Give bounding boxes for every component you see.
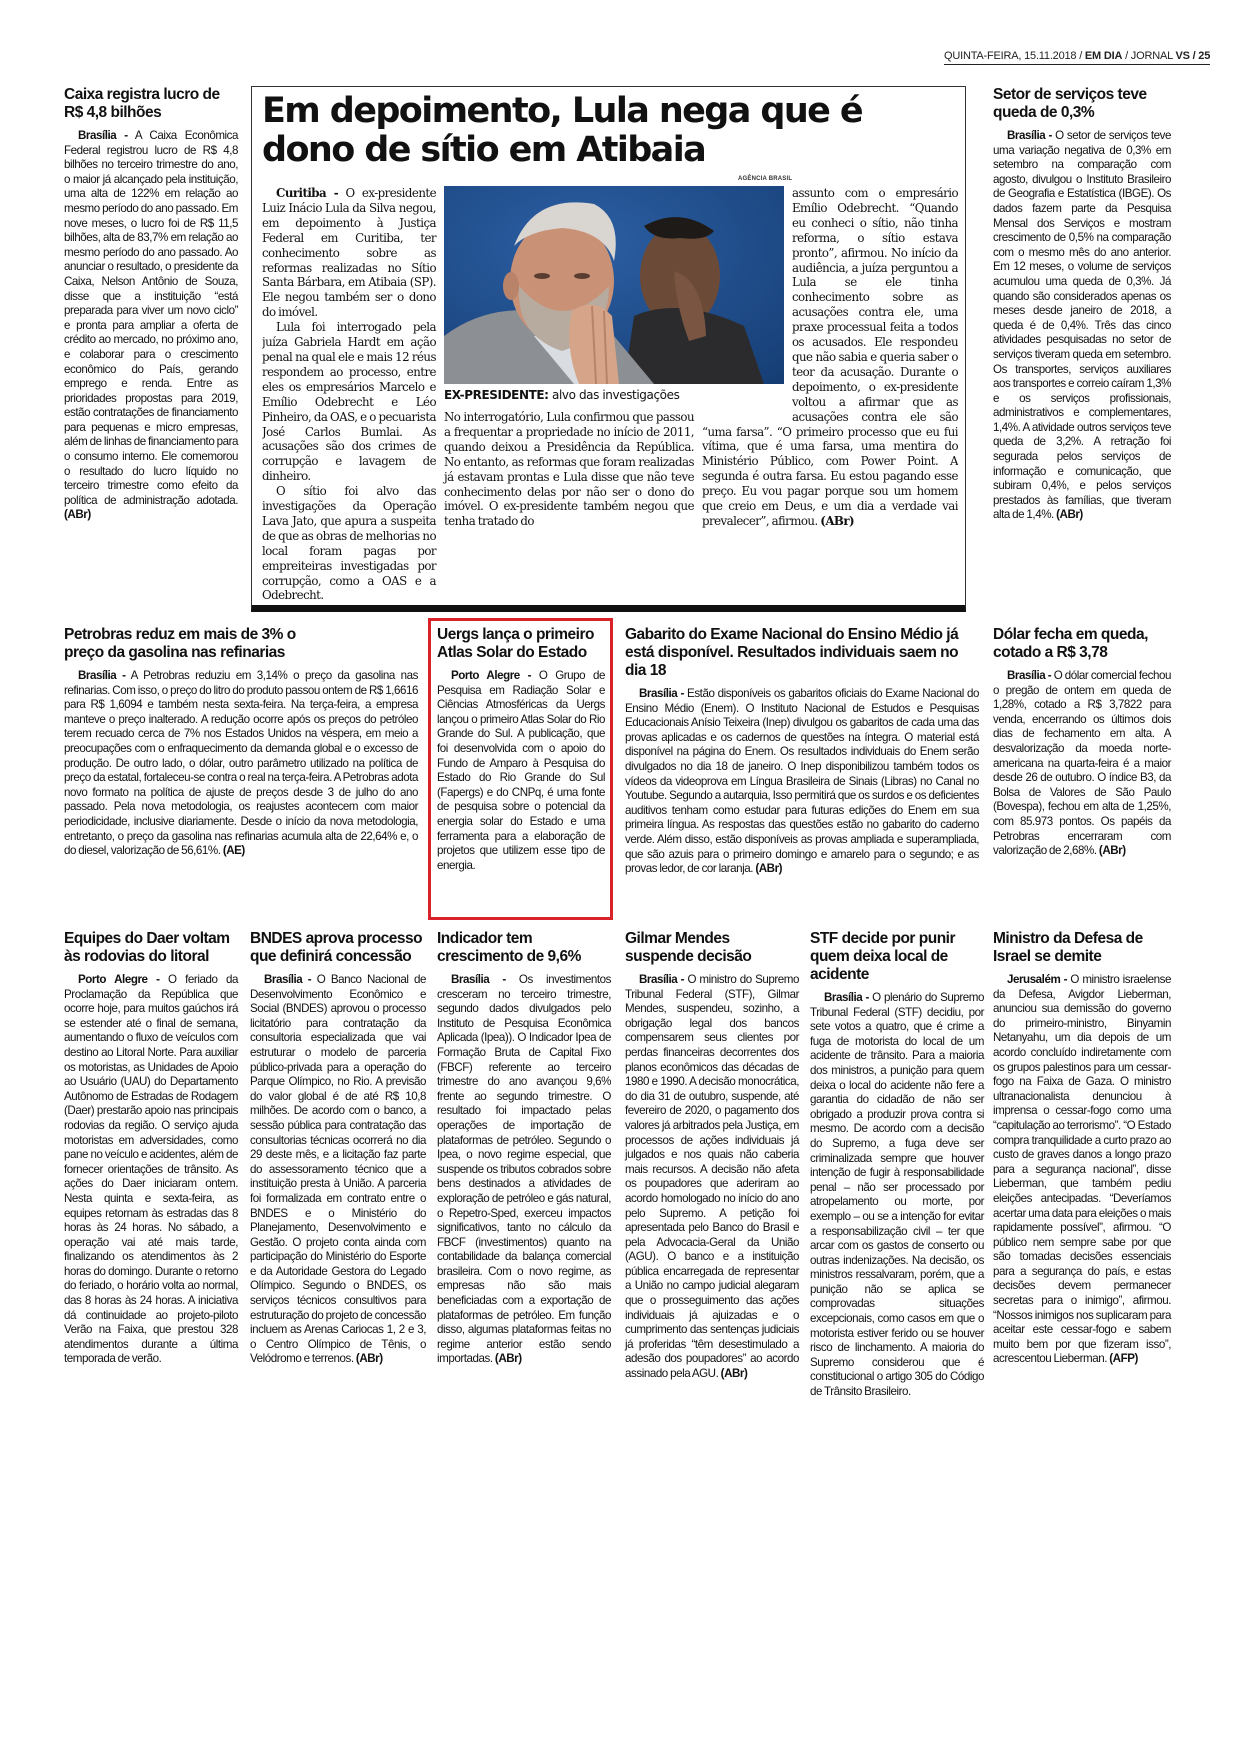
article-dateline: Brasília - (824, 991, 869, 1004)
article-indicador (437, 930, 611, 1367)
article-dateline: Brasília - (78, 669, 126, 682)
article-servicos (993, 86, 1171, 523)
main-story-col3 (702, 186, 958, 529)
article-source: (ABr) (64, 508, 91, 522)
article-source: (ABr) (1098, 844, 1126, 858)
article-body (64, 973, 238, 1367)
article-text: O ministro do Supremo Tribunal Federal (STF), Gilmar Mendes, suspendeu, sozinho, a obrigação legal dos bancos compensarem seus clientes por perdas financeiras decorrentes dos planos econômicos das décadas de 1980 e 1990. A decisão monocrática, do dia 31 de outubro, suspende, até fevereiro de 2020, o pagamento dos valores já arbitrados pela Justiça, em processos de ações individuais já julgados e nos quais não caberia mais recursos. A decisão não afeta os poupadores que aderiram ao acordo homologado no início do ano pelo Supremo. A petição foi apresentada pelo Banco do Brasil e pela Advocacia-Geral da União (AGU). O banco e a instituição pública encarregada de representar a União no campo judicial alegaram que o prosseguimento das ações individuais já ajuizadas e o cumprimento das sentenças judiciais já proferidas “têm desestimulado a adesão dos poupadores” ao acordo assinado pela AGU. (625, 973, 799, 1381)
folio-journal: / JORNAL (1125, 50, 1173, 62)
article-source: (ABr) (355, 1352, 383, 1366)
main-story-source: (ABr) (820, 513, 855, 528)
main-story-text: O sítio foi alvo das investigações da Operação Lava Jato, que apura a suspeita de que as obras de melhorias no local foram pagas por empreiteiras investigadas por corrupção, como a OAS e a Odebrecht. (262, 484, 436, 601)
article-body (437, 973, 611, 1367)
main-story-dateline: Curitiba - (276, 186, 339, 200)
article-dateline: Porto Alegre - (451, 669, 532, 682)
article-israel (993, 930, 1171, 1367)
article-dateline: Brasília - (264, 973, 312, 986)
main-story-text: assunto com o empresário Emílio Odebrecht. “Quando eu conheci o sítio, não tinha reforma, o sítio estava pronto”, afirmou. No início da audiência, a juíza perguntou a Lula se ele tinha conhecimento sobre as acusações contra ele, uma praxe processual feita a todos os acusados. Ele respondeu que não sabia e queria saber o teor da acusação. Durante o depoimento, o ex-presidente voltou a afirmar que as acusações contra ele são “uma farsa”. “O primeiro processo que eu fui vítima, que é uma farsa, uma mentira do Ministério Público, com Power Point. A segunda é outra farsa. Eu estou pagando esse preço. Eu vou pagar porque sou um homem que creio em Deus, e um dia a verdade vai prevalecer”, afirmou. (702, 186, 958, 528)
article-dateline: Brasília - (1007, 669, 1052, 682)
folio-date: QUINTA-FEIRA, 15.11.2018 / (944, 50, 1083, 62)
article-title: Gilmar Mendes suspende decisão (625, 930, 752, 965)
article-body (625, 973, 799, 1382)
article-body (993, 973, 1171, 1367)
article-body (64, 669, 418, 859)
article-text: O Banco Nacional de Desenvolvimento Econômico e Social (BNDES) aprovou o processo licitatório para contratação da consultoria especializada que vai estruturar o modelo de parceria público-privada para a operação do Parque Olímpico, no Rio. A previsão do valor global é de até R$ 10,8 milhões. De acordo com o banco, a sessão pública para contratação das consultorias técnicas ocorrerá no dia 29 deste mês, e a licitação faz parte do assessoramento técnico que a instituição presta à União. A parceria foi formalizada em contrato entre o BNDES e o Ministério do Planejamento, Desenvolvimento e Gestão. O projeto conta ainda com participação do Ministério do Esporte e da Autoridade Gestora do Legado Olímpico. Segundo o BNDES, os serviços técnicos consultivos para estruturação do projeto de concessão incluem as Arenas Cariocas 1, 2 e 3, o Centro Olímpico de Tênis, o Velódromo e terrenos. (250, 973, 426, 1366)
article-title: BNDES aprova processo que definirá concessão (250, 930, 423, 965)
article-source: (ABr) (494, 1352, 522, 1366)
article-bndes (250, 930, 426, 1367)
caption-text: alvo das investigações (548, 388, 680, 402)
main-story-p1 (262, 186, 436, 320)
main-story-p2 (262, 320, 436, 484)
main-story-p5 (702, 186, 958, 529)
article-title: Petrobras reduz em mais de 3% o preço da gasolina nas refinarias (64, 626, 296, 661)
main-story-text: Lula foi interrogado pela juíza Gabriela Hardt em ação penal na qual ele e mais 12 réus respondem ao processo, entre eles os empresários Marcelo e Emílio Odebrecht e Léo Pinheiro, da OAS, e o pecuarista José Carlos Bumlai. As acusações são dos crimes de corrupção e lavagem de dinheiro. (262, 320, 436, 484)
article-source: (ABr) (1056, 508, 1083, 522)
article-text: Os investimentos cresceram no terceiro trimestre, segundo dados divulgados pelo Instituto de Pesquisa Econômica Aplicada (Ipea)). O Indicador Ipea de Formação Bruta de Capital Fixo (FBCF) referente ao terceiro trimestre do ano avançou 9,6% frente ao segundo trimestre. O resultado foi impactado pelas operações de importação de plataformas de petróleo. Segundo o Ipea, o novo regime especial, que suspende os tributos cobrados sobre bens destinados a atividades de exploração de petróleo e gás natural, o Repetro-Sped, exerceu impactos significativos, tanto no cálculo da FBCF (investimentos) quanto na contabilidade da balança comercial brasileira. Com o novo regime, as empresas não são mais beneficiadas com a exportação de plataformas de petróleo. Em função disso, algumas plataformas feitas no regime anterior estão sendo importadas. (437, 973, 611, 1366)
article-text: O Grupo de Pesquisa em Radiação Solar e Ciências Atmosféricas da Uergs lançou o primeiro Atlas Solar do Rio Grande do Sul. A publicação, que foi desenvolvida com o apoio do Fundo de Amparo à Pesquisa do Estado do Rio Grande do Sul (Fapergs) e do CNPq, é uma fonte de pesquisa sobre o potencial da energia solar do Estado e uma ferramenta para a elaboração de projetos que utilizem esse tipo de energia. (437, 669, 605, 872)
article-title: Dólar fecha em queda, cotado a R$ 3,78 (993, 626, 1148, 661)
main-story-body (262, 186, 958, 601)
article-dolar (993, 626, 1171, 859)
article-text: O feriado da Proclamação da República que ocorre hoje, para muitos gaúchos irá se estender até o final de semana, aumentando o fluxo de veículos com destino ao Litoral Norte. Para auxiliar os motoristas, as Unidades de Apoio ao Usuário (UAU) do Departamento Autônomo de Estradas de Rodagem (Daer) prestarão apoio nas principais rodovias da região. O serviço ajuda motoristas em adversidades, como pane no veículo e acidentes, além de fornecer orientações de trânsito. As ações do Daer iniciaram ontem. Nesta quinta e sexta-feira, as equipes retornam às estradas das 8 horas às 24 horas. No sábado, a operação vai até mais tarde, finalizando os atendimentos às 2 horas do domingo. Durante o retorno do feriado, o horário volta ao normal, das 8 horas às 24 horas. A iniciativa dá continuidade ao projeto-piloto Verão na Faixa, que prestou 328 atendimentos durante a última temporada de verão. (64, 973, 238, 1366)
article-source: (ABr) (755, 862, 783, 876)
article-body (64, 129, 238, 523)
article-caixa (64, 86, 238, 523)
article-enem (625, 626, 979, 877)
article-text: O dólar comercial fechou o pregão de ontem em queda de 1,28%, cotado a R$ 3,7822 para venda, encerrando os últimos dois dias de fechamento em alta. A desvalorização da moeda norte-americana na quarta-feira é a maior desde 26 de outubro. O índice B3, da Bolsa de Valores de São Paulo (Bovespa), fechou em alta de 1,25%, com 85.973 pontos. Os papéis da Petrobras encerraram com valorização de 2,68%. (993, 669, 1171, 858)
article-dateline: Brasília - (1007, 129, 1052, 142)
main-story-text: No interrogatório, Lula confirmou que passou a frequentar a propriedade no início de 2011, quando deixou a Presidência da República. No entanto, as reformas que foram realizadas já estavam prontas e Lula disse que não teve conhecimento delas por não ser o dono do imóvel. O ex-presidente também negou que tenha tratado do (444, 410, 694, 529)
article-body (810, 991, 984, 1400)
photo-credit: AGÊNCIA BRASIL (738, 176, 793, 182)
main-story-headline: Em depoimento, Lula nega que é dono de sítio em Atibaia (262, 91, 862, 170)
main-story-p4 (444, 410, 694, 529)
article-source: (AE) (222, 844, 245, 858)
article-title: Caixa registra lucro de R$ 4,8 bilhões (64, 86, 220, 121)
article-text: A Petrobras reduziu em 3,14% o preço da gasolina nas refinarias. Com isso, o preço do litro do produto passou ontem de R$ 1,6616 para R$ 1,6094 e também nesta sexta-feira. Na terça-feira, a empresa manteve o preço inalterado. A redução ocorre após os preços do petróleo terem recuado cerca de 7% nos Estados Unidos na véspera, em meio a preocupações com o enfraquecimento da demanda global e o excesso de produção. De outro lado, o dólar, outro parâmetro utilizado na política de preço da estatal, fortaleceu-se contra o real na terça-feira. A Petrobras adota novo formato na política de ajuste de preços desde 3 de julho do ano passado. Pela nova metodologia, os reajustes acontecem com maior periodicidade, inclusive diariamente. Desde o início da nova metodologia, entretanto, o preço da gasolina nas refinarias acumula alta de 22,64% e, o do diesel, valorização de 56,61%. (64, 669, 418, 858)
main-story-text: O ex-presidente Luiz Inácio Lula da Silva negou, em depoimento à Justiça Federal em Curitiba, ter conhecimento sobre as reformas realizadas no Sítio Santa Bárbara, em Atibaia (SP). Ele negou também ser o dono do imóvel. (262, 186, 437, 320)
main-story-col1 (262, 186, 436, 601)
article-stf (810, 930, 984, 1400)
article-daer (64, 930, 238, 1367)
article-source: (AFP) (1109, 1352, 1138, 1366)
article-title: Uergs lança o primeiro Atlas Solar do Estado (437, 626, 594, 661)
article-body (993, 669, 1171, 859)
article-body (437, 669, 605, 873)
article-dateline: Brasília - (639, 687, 684, 700)
article-title: STF decide por punir quem deixa local de acidente (810, 930, 956, 983)
article-text: A Caixa Econômica Federal registrou lucro de R$ 4,8 bilhões no terceiro trimestre do ano, o maior já alcançado pela instituição, uma alta de 122% em relação ao mesmo período do ano passado. Em nove meses, o lucro foi de R$ 11,5 bilhões, alta de 83,7% em relação ao mesmo período do ano passado. Ao anunciar o resultado, o presidente da Caixa, Nelson Antônio de Souza, disse que a instituição “está preparada para viver um novo ciclo” e pronta para ampliar a oferta de crédito ao mercado, no próximo ano, e colaborar para o crescimento econômico do País, gerando emprego e renda. Entre as prioridades propostas para 2019, estão contratações de financiamento para pequenas e micro empresas, além de linhas de financiamento para o consumo interno. Ele comemorou o resultado do lucro líquido no terceiro trimestre como efeito da política de administração adotada. (64, 129, 239, 507)
article-body (250, 973, 426, 1367)
article-title: Equipes do Daer voltam às rodovias do litoral (64, 930, 230, 965)
article-title: Indicador tem crescimento de 9,6% (437, 930, 581, 965)
article-source: (ABr) (720, 1367, 748, 1381)
article-title: Setor de serviços teve queda de 0,3% (993, 86, 1147, 121)
photo-wrap-spacer (702, 186, 792, 410)
article-dateline: Brasília - (451, 973, 506, 986)
article-body (625, 687, 979, 877)
article-uergs (437, 626, 605, 873)
folio-edition: VS / 25 (1175, 50, 1211, 62)
article-gilmar (625, 930, 799, 1382)
article-dateline: Brasília - (639, 973, 685, 986)
folio-section: EM DIA (1084, 50, 1123, 62)
article-text: O setor de serviços teve uma variação negativa de 0,3% em setembro na comparação com agosto, divulgou o Instituto Brasileiro de Geografia e Estatística (IBGE). Os dados fazem parte da Pesquisa Mensal dos Serviços e mostram crescimento de 0,5% na comparação com o mesmo mês do ano anterior. Em 12 meses, o volume de serviços acumulou uma queda de 0,3%. Já quando são considerados apenas os meses desde janeiro de 2018, a queda é de 0,4%. Três das cinco atividades pesquisadas no setor de serviços tiveram queda em setembro. Os transportes, serviços auxiliares aos transportes e correio caíram 1,3% e os serviços profissionais, administrativos e complementares, 1,4%. A atividade outros serviços teve queda de 3,2%. A retração foi segurada pelos serviços de informação e comunicação, que subiram 0,4%, e pelos serviços prestados às famílias, que tiveram alta de 1,4%. (993, 129, 1171, 522)
article-title: Gabarito do Exame Nacional do Ensino Médio já está disponível. Resultados individuais saem no dia 18 (625, 626, 959, 679)
article-dateline: Porto Alegre - (78, 973, 160, 986)
article-text: O ministro israelense da Defesa, Avigdor Lieberman, anunciou sua demissão do governo do primeiro-ministro, Binyamin Netanyahu, um dia depois de um acordo concluído indiretamente com os grupos palestinos para um cessar-fogo na Faixa de Gaza. O ministro ultranacionalista denunciou à imprensa o cessar-fogo como uma “capitulação ao terrorismo”. “O Estado compra tranquilidade a curto prazo ao custo de graves danos a longo prazo para a segurança nacional”, disse Lieberman, que também pediu eleições antecipadas. “Deveríamos acertar uma data para eleições o mais rapidamente possível”, afirmou. “O público nem sempre sabe por que são tomadas decisões essenciais para a segurança do país, e estas decisões devem permanecer secretas para o inimigo”, afirmou. “Nossos inimigos nos suplicaram para aceitar este cessar-fogo e sabem muito bem por que fizeram isso”, acrescentou Lieberman. (993, 973, 1171, 1366)
article-dateline: Brasília - (78, 129, 128, 142)
caption-label: EX-PRESIDENTE: (444, 388, 549, 402)
main-story-p3 (262, 484, 436, 601)
article-text: Estão disponíveis os gabaritos oficiais do Exame Nacional do Ensino Médio (Enem). O Instituto Nacional de Estudos e Pesquisas Educacionais Anísio Teixeira (Inep) divulgou os gabaritos de cada uma das provas aplicadas e os cadernos de questões na íntegra. O material está disponível na página do Enem. Os resultados individuais do Enem serão divulgados no dia 18 de janeiro. O Inep disponibilizou também todos os vídeos da videoprova em Língua Brasileira de Sinais (Libras) no Canal no Youtube. Segundo a autarquia, Isso permitirá que os surdos e os deficientes auditivos tenham como estudar para futuras edições do Enem em sua primeira língua. As respostas das questões estão no gabarito do caderno verde. Além disso, estão disponíveis as provas ampliada e superampliada, que são azuis para o primeiro domingo e amarelo para o segundo; e as provas ledor, de cor laranja. (625, 687, 979, 876)
article-title: Ministro da Defesa de Israel se demite (993, 930, 1143, 965)
article-text: O plenário do Supremo Tribunal Federal (STF) decidiu, por sete votos a quatro, que é crime a fuga de motorista do local de um acidente de trânsito. Para a maioria dos ministros, a punição para quem deixa o local do acidente não fere a garantia do cidadão de não ser obrigado a produzir prova contra si mesmo. De acordo com a decisão do Supremo, a fuga deve ser criminalizada sempre que houver intenção de fugir à responsabilidade penal – não ser processado por atropelamento ou morte, por exemplo – ou se a intenção for evitar a responsabilização civil – ter que arcar com os gastos de conserto ou outras indenizações. Na decisão, os ministros ressalvaram, porém, que a punição não se aplica se comprovadas situações excepcionais, como casos em que o motorista estiver ferido ou se houver risco de linchamento. A maioria do Supremo considerou que é constitucional o artigo 305 do Código de Trânsito Brasileiro. (810, 991, 984, 1399)
article-petrobras (64, 626, 418, 859)
main-story-col2 (444, 410, 694, 529)
article-body (993, 129, 1171, 523)
page-folio (944, 50, 1210, 65)
article-dateline: Jerusalém - (1007, 973, 1068, 986)
